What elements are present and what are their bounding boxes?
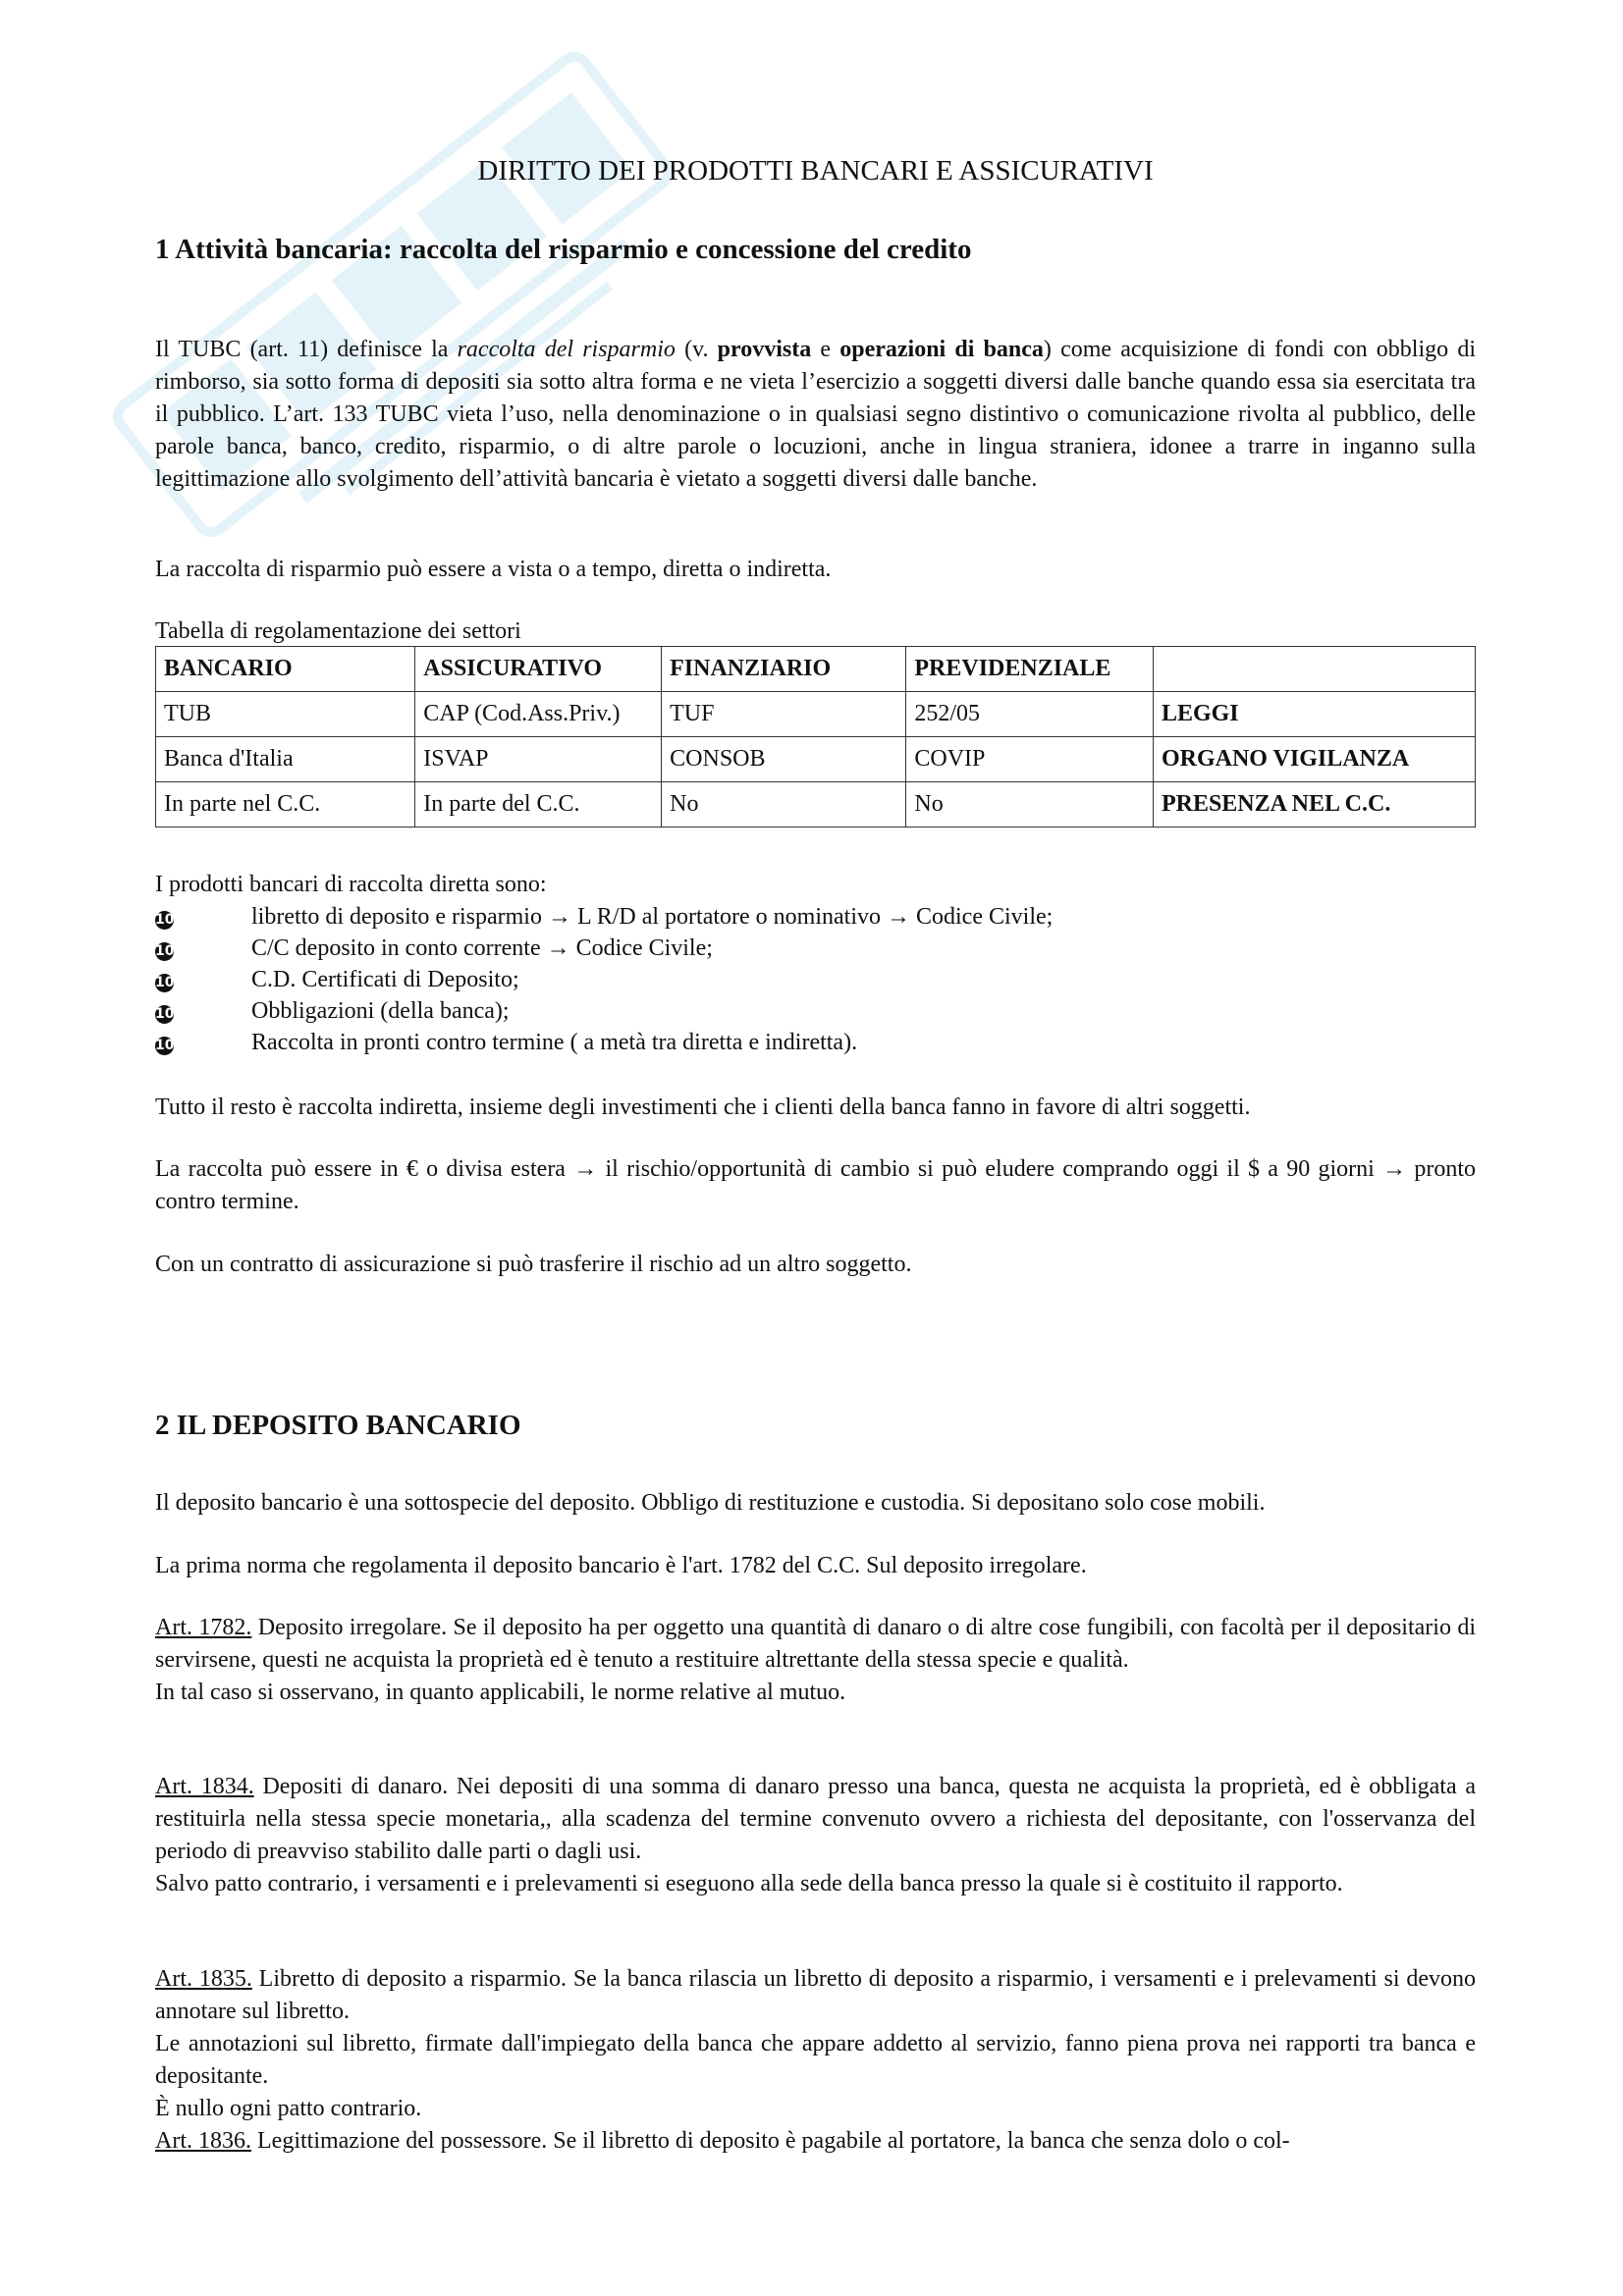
list-item-text: Raccolta in pronti contro termine ( a metà tra diretta e indiretta).	[251, 1030, 858, 1055]
table-caption: Tabella di regolamentazione dei settori	[155, 618, 521, 644]
article-1835	[155, 1963, 1476, 2125]
table-row	[156, 692, 1476, 737]
table-row-label: LEGGI	[1153, 692, 1475, 737]
table-header-cell	[1153, 647, 1475, 692]
table-header-cell: PREVIDENZIALE	[906, 647, 1154, 692]
article-reference: Art. 1782.	[155, 1615, 252, 1640]
text-run: e	[811, 337, 840, 362]
article-text: Deposito irregolare. Se il deposito ha per oggetto una quantità di danaro o di altre cose fungibili, con facoltà per il depositario di servirsene, questi ne acquista la proprietà ed è tenuto a restituire altrettante della stessa specie e qualità.	[155, 1615, 1477, 1673]
table-cell: No	[906, 782, 1154, 828]
table-row	[156, 782, 1476, 828]
table-cell: In parte nel C.C.	[156, 782, 415, 828]
list-item	[155, 964, 1476, 995]
table-header-cell: ASSICURATIVO	[415, 647, 662, 692]
table-row	[156, 737, 1476, 782]
table-cell: TUF	[662, 692, 906, 737]
bullet-icon: 10	[155, 975, 175, 990]
section1-paragraph-2: La raccolta di risparmio può essere a vista o a tempo, diretta o indiretta.	[155, 557, 832, 582]
table-header-cell: FINANZIARIO	[662, 647, 906, 692]
section2-paragraph-2: La prima norma che regolamenta il deposito bancario è l'art. 1782 del C.C. Sul deposito irregolare.	[155, 1553, 1087, 1578]
table-cell: CONSOB	[662, 737, 906, 782]
bold-term-provvista: provvista	[717, 337, 812, 362]
italic-term: raccolta del risparmio	[457, 337, 676, 362]
article-reference: Art. 1835.	[155, 1966, 252, 1992]
regulation-table	[155, 646, 1476, 828]
direct-products-list	[155, 901, 1476, 1058]
article-reference: Art. 1836.	[155, 2128, 251, 2154]
document-title: DIRITTO DEI PRODOTTI BANCARI E ASSICURATIVI	[477, 155, 1154, 187]
table-cell: No	[662, 782, 906, 828]
bullet-icon: 10	[155, 1038, 175, 1053]
article-text: Depositi di danaro. Nei depositi di una somma di danaro presso una banca, questa ne acquista la proprietà, ed è obbligata a restituirla nella stessa specie monetaria,, alla scadenza del termine convenuto ovvero a richiesta del depositante, con l'osservanza del periodo di preavviso stabilito dalle parti o dagli usi.	[155, 1774, 1476, 1864]
text-run: (v.	[675, 337, 718, 362]
list-item-text: libretto di deposito e risparmio → L R/D al portatore o nominativo → Codice Civile;	[251, 904, 1054, 930]
list-item	[155, 995, 1476, 1027]
list-item	[155, 933, 1476, 964]
table-header-cell: BANCARIO	[156, 647, 415, 692]
section1-paragraph-1	[155, 334, 1476, 496]
bullet-icon: 10	[155, 943, 175, 959]
list-item	[155, 901, 1476, 933]
table-cell: 252/05	[906, 692, 1154, 737]
table-row-label: ORGANO VIGILANZA	[1153, 737, 1475, 782]
table-cell: ISVAP	[415, 737, 662, 782]
article-1836	[155, 2125, 1476, 2158]
article-text: In tal caso si osservano, in quanto applicabili, le norme relative al mutuo.	[155, 1680, 846, 1705]
article-text: Le annotazioni sul libretto, firmate dall'impiegato della banca che appare addetto al servizio, fanno piena prova nei rapporti tra banca e depositante.	[155, 2031, 1476, 2089]
text-run: ) come acquisizione di fondi con obbligo di rimborso, sia sotto forma di depositi sia sotto altra forma e ne vieta l’esercizio a soggetti diversi dalle banche quando essa sia esercitata tra il pubblico. L’art. 133 TUBC vieta l’uso, nella denominazione o in qualsiasi segno distintivo o comunicazione rivolta al pubblico, delle parole banca, banco, credito, risparmio, o di altre parole o locuzioni, anche in lingua straniera, idonee a trarre in inganno sulla legittimazione allo svolgimento dell’attività bancaria è vietato a soggetti diversi dalle banche.	[155, 337, 1476, 492]
list-intro: I prodotti bancari di raccolta diretta sono:	[155, 872, 547, 897]
section2-heading: 2 IL DEPOSITO BANCARIO	[155, 1410, 521, 1441]
table-cell: TUB	[156, 692, 415, 737]
table-header-row	[156, 647, 1476, 692]
article-text: È nullo ogni patto contrario.	[155, 2096, 422, 2121]
list-item	[155, 1027, 1476, 1058]
section1-paragraph-3: Tutto il resto è raccolta indiretta, insieme degli investimenti che i clienti della banca fanno in favore di altri soggetti.	[155, 1095, 1251, 1120]
list-item-text: Obbligazioni (della banca);	[251, 998, 510, 1024]
section2-paragraph-1: Il deposito bancario è una sottospecie del deposito. Obbligo di restituzione e custodia. Si depositano solo cose mobili.	[155, 1490, 1266, 1516]
section1-paragraph-4: La raccolta può essere in € o divisa estera → il rischio/opportunità di cambio si può eludere comprando oggi il $ a 90 giorni → pronto contro termine.	[155, 1156, 1476, 1214]
list-item-text: C/C deposito in conto corrente → Codice Civile;	[251, 935, 713, 961]
article-text: Salvo patto contrario, i versamenti e i prelevamenti si eseguono alla sede della banca presso la quale si è costituito il rapporto.	[155, 1871, 1343, 1896]
table-row-label: PRESENZA NEL C.C.	[1153, 782, 1475, 828]
article-text: Libretto di deposito a risparmio. Se la banca rilascia un libretto di deposito a risparmio, i versamenti e i prelevamenti si devono annotare sul libretto.	[155, 1966, 1476, 2024]
bullet-icon: 10	[155, 912, 175, 928]
bullet-icon: 10	[155, 1006, 175, 1022]
list-item-text: C.D. Certificati di Deposito;	[251, 967, 519, 992]
table-cell: COVIP	[906, 737, 1154, 782]
table-cell: Banca d'Italia	[156, 737, 415, 782]
text-run: Il TUBC (art. 11) definisce la	[155, 337, 458, 362]
section1-heading: 1 Attività bancaria: raccolta del risparmio e concessione del credito	[155, 234, 972, 265]
section1-paragraph-5: Con un contratto di assicurazione si può trasferire il rischio ad un altro soggetto.	[155, 1252, 912, 1277]
article-1782	[155, 1612, 1476, 1709]
table-cell: In parte del C.C.	[415, 782, 662, 828]
article-1834	[155, 1771, 1476, 1900]
bold-term-operazioni: operazioni di banca	[839, 337, 1044, 362]
table-cell: CAP (Cod.Ass.Priv.)	[415, 692, 662, 737]
article-text: Legittimazione del possessore. Se il libretto di deposito è pagabile al portatore, la banca che senza dolo o col-	[251, 2128, 1290, 2154]
article-reference: Art. 1834.	[155, 1774, 254, 1799]
